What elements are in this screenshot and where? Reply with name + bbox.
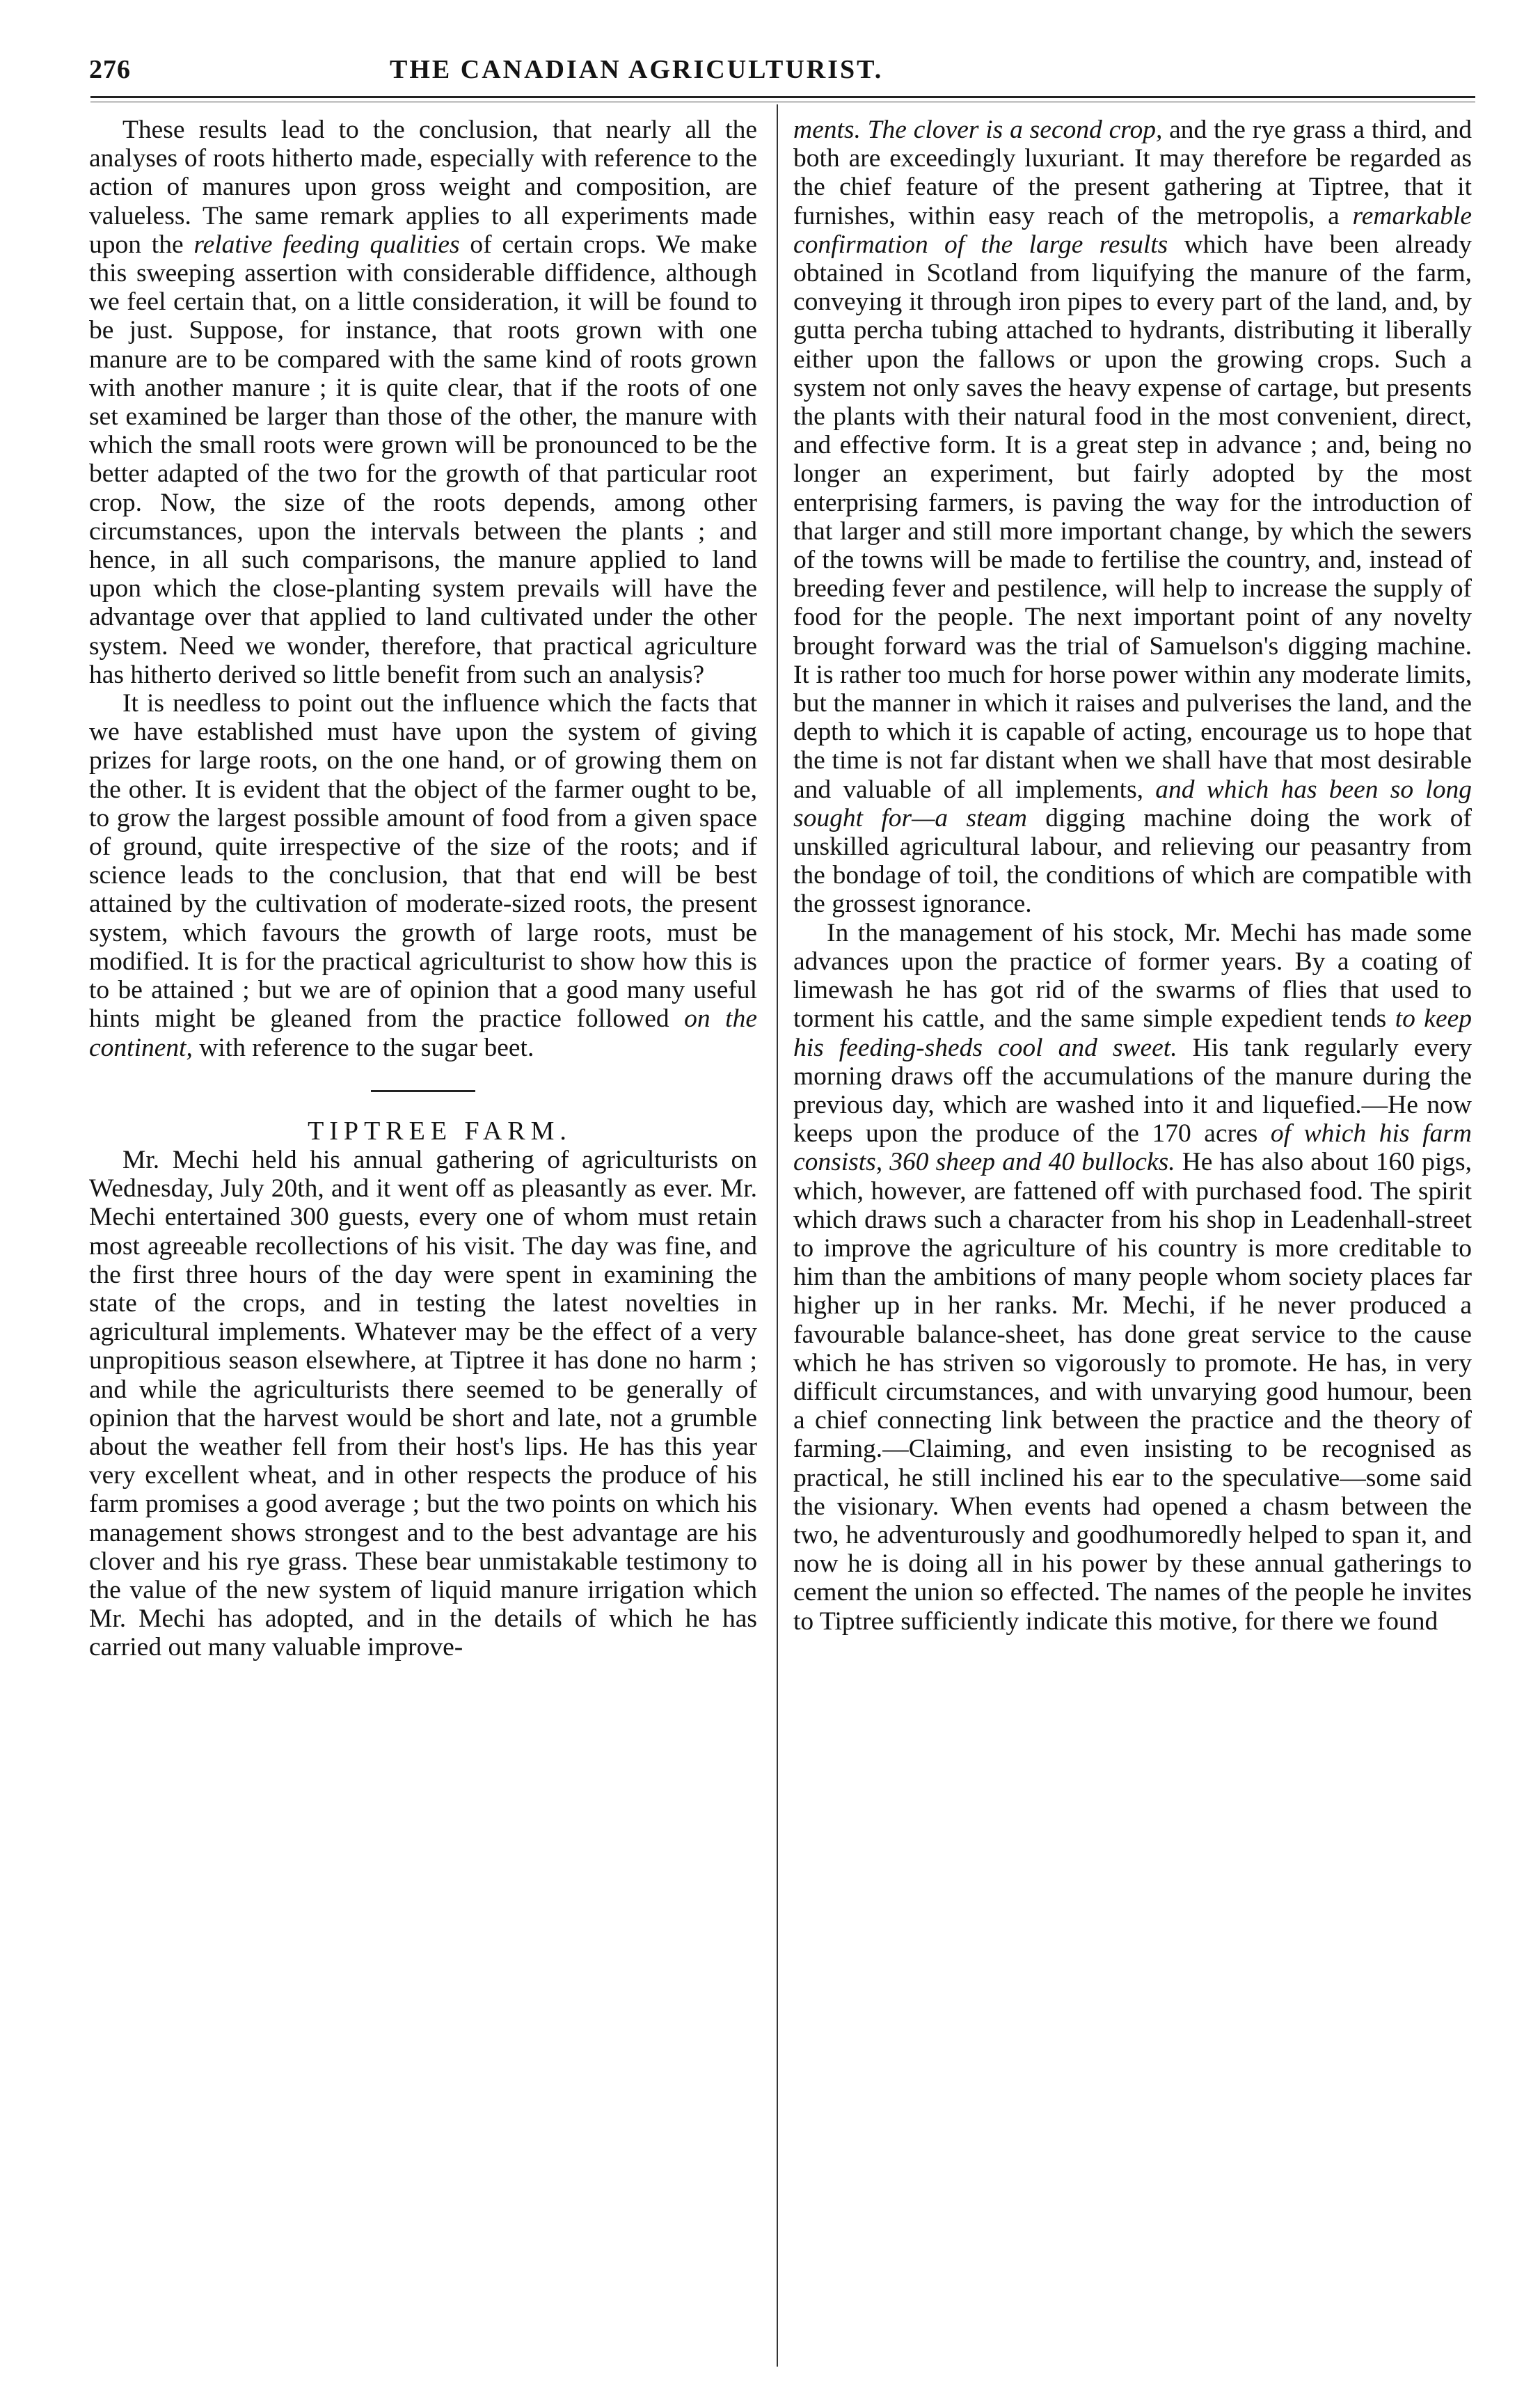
text-run: of certain crops. We make this sweeping assertion with considerable diffidence, although we feel certain that, on a little consideration, it will be found to be just. Suppose, for instance, that roots grown with one manure are to be compared with the same kind of roots grown with another manure ; it is quite clear, that if the roots of one set examined be larger than those of the other, the manure with which the small roots were grown will be pronounced to be the better adapted of the two for the growth of that particular root crop. Now, the size of the roots depends, among other circumstances, upon the intervals between the plants ; and hence, in all such comparisons, the manure applied to land upon which the close-planting system prevails will have the advantage over that applied to land cultivated under the other system. Need we wonder, therefore, that practical agriculture has hitherto derived so little benefit from such an analysis? — [89, 230, 757, 689]
paragraph — [793, 116, 1472, 919]
text-run: His tank regularly every morning draws off the accumulations of the manure during the previous day, which are washed into it and liquefied.—He now keeps upon the produce of the 170 acres — [793, 1033, 1472, 1148]
running-title: THE CANADIAN AGRICULTURIST. — [390, 55, 884, 84]
text-run: In the management of his stock, Mr. Mechi has made some advances upon the practice of former years. By a coating of limewash he has got rid of the swarms of flies that used to torment his cattle, and the same simple expedient tends — [793, 918, 1472, 1034]
header-rule — [90, 96, 1475, 98]
paragraph — [89, 689, 757, 1062]
text-run: It is needless to point out the influence which the facts that we have established must have upon the system of giving prizes for large roots, on the one hand, or of growing them on the other. It is evident that the object of the farmer ought to be, to grow the largest possible amount of food from a given space of ground, quite irrespective of the size of the roots; and if science leads to the conclusion, that that end will be best attained by the cultivation of moderate-sized roots, the present system, which favours the growth of large roots, must be modified. It is for the practical agriculturist to show how this is to be attained ; but we are of opinion that a good many useful hints might be gleaned from the practice followed — [89, 689, 757, 1034]
italic-run: of which his farm consists, 360 sheep and 40 bullocks. — [793, 1119, 1472, 1177]
paragraph: Mr. Mechi held his annual gathering of agriculturists on Wednesday, July 20th, and it went off as pleasantly as ever. Mr. Mechi entertained 300 guests, every one of whom must retain most agreeable recollections of his visit. The day was fine, and the first three hours of the day were spent in examining the state of the crops, and in testing the latest novelties in agricultural implements. Whatever may be the effect of a very unpropitious season elsewhere, at Tiptree it has done no harm ; and while the agriculturists there seemed to be generally of opinion that the harvest would be short and late, not a grumble about the weather fell from their host's lips. He has this year very excellent wheat, and in other respects the produce of his farm promises a good average ; but the two points on which his management shows strongest and to the best advantage are his clover and his rye grass. These bear unmistakable testimony to the value of the new system of liquid manure irrigation which Mr. Mechi has adopted, and in the details of which he has carried out many valuable improve- — [89, 1145, 757, 1662]
italic-run: remarkable confirmation of the large results — [793, 201, 1472, 259]
italic-run: and which has been so long sought for—a steam — [793, 775, 1472, 832]
paragraph — [89, 116, 757, 689]
right-column — [793, 116, 1472, 1636]
italic-run: on the continent, — [89, 1004, 757, 1062]
text-run: and the rye grass a third, and both are exceedingly luxuriant. It may therefore be regarded as the chief feature of the present gathering at Tiptree, that it furnishes, within easy reach of the metropolis, a — [793, 116, 1472, 230]
column-divider — [777, 104, 778, 2367]
italic-run: relative feeding qualities — [193, 230, 460, 259]
text-run: He has also about 160 pigs, which, however, are fattened off with purchased food. The spirit which draws such a character from his shop in Leadenhall-street to improve the agriculture of his country is more creditable to him than the ambitions of many people whom society places far higher up in her ranks. Mr. Mechi, if he never produced a favourable balance-sheet, has done great service to the cause which he has striven so vigorously to promote. He has, in very difficult circumstances, and with unvarying good humour, been a chief connecting link between the practice and the theory of farming.—Claiming, and even insisting to be recognised as practical, he still inclined his ear to the speculative—some said the visionary. When events had opened a chasm between the two, he adventurously and goodhumoredly helped to span it, and now he is doing all in his power by these annual gatherings to cement the union so effected. The names of the people he invites to Tiptree sufficiently indicate this motive, for there we found — [793, 1148, 1472, 1636]
text-run: with reference to the sugar beet. — [192, 1033, 534, 1062]
page-number: 276 — [89, 55, 131, 84]
left-column — [89, 116, 757, 1662]
paragraph — [793, 919, 1472, 1636]
section-title: TIPTREE FARM. — [308, 1116, 572, 1146]
italic-run: to keep his feeding-sheds cool and sweet. — [793, 1004, 1472, 1062]
text-run: These results lead to the conclusion, that nearly all the analyses of roots hitherto made, especially with reference to the action of manures upon gross weight and composition, are valueless. The same remark applies to all experiments made upon the — [89, 116, 757, 259]
italic-run: ments. The clover is a second crop, — [793, 116, 1163, 144]
section-divider — [371, 1090, 475, 1092]
text-run: which have been already obtained in Scotland from liquifying the manure of the farm, conveying it through iron pipes to every part of the land, and, by gutta percha tubing attached to hydrants, distributing it liberally either upon the fallows or upon the growing crops. Such a system not only saves the heavy expense of cartage, but presents the plants with their natural food in the most convenient, direct, and effective form. It is a great step in advance ; and, being no longer an experiment, but fairly adopted by the most enterprising farmers, is paving the way for the introduction of that larger and still more important change, by which the sewers of the towns will be made to fertilise the country, and, instead of breeding fever and pestilence, will help to increase the supply of food for the people. The next important point of any novelty brought forward was the trial of Samuelson's digging machine. It is rather too much for horse power within any moderate limits, but the manner in which it raises and pulverises the land, and the depth to which it is capable of acting, encourage us to hope that the time is not far distant when we shall have that most desirable and valuable of all implements, — [793, 230, 1472, 804]
text-run: digging machine doing the work of unskilled agricultural labour, and relieving our peasantry from the bondage of toil, the conditions of which are compatible with the grossest ignorance. — [793, 803, 1472, 919]
